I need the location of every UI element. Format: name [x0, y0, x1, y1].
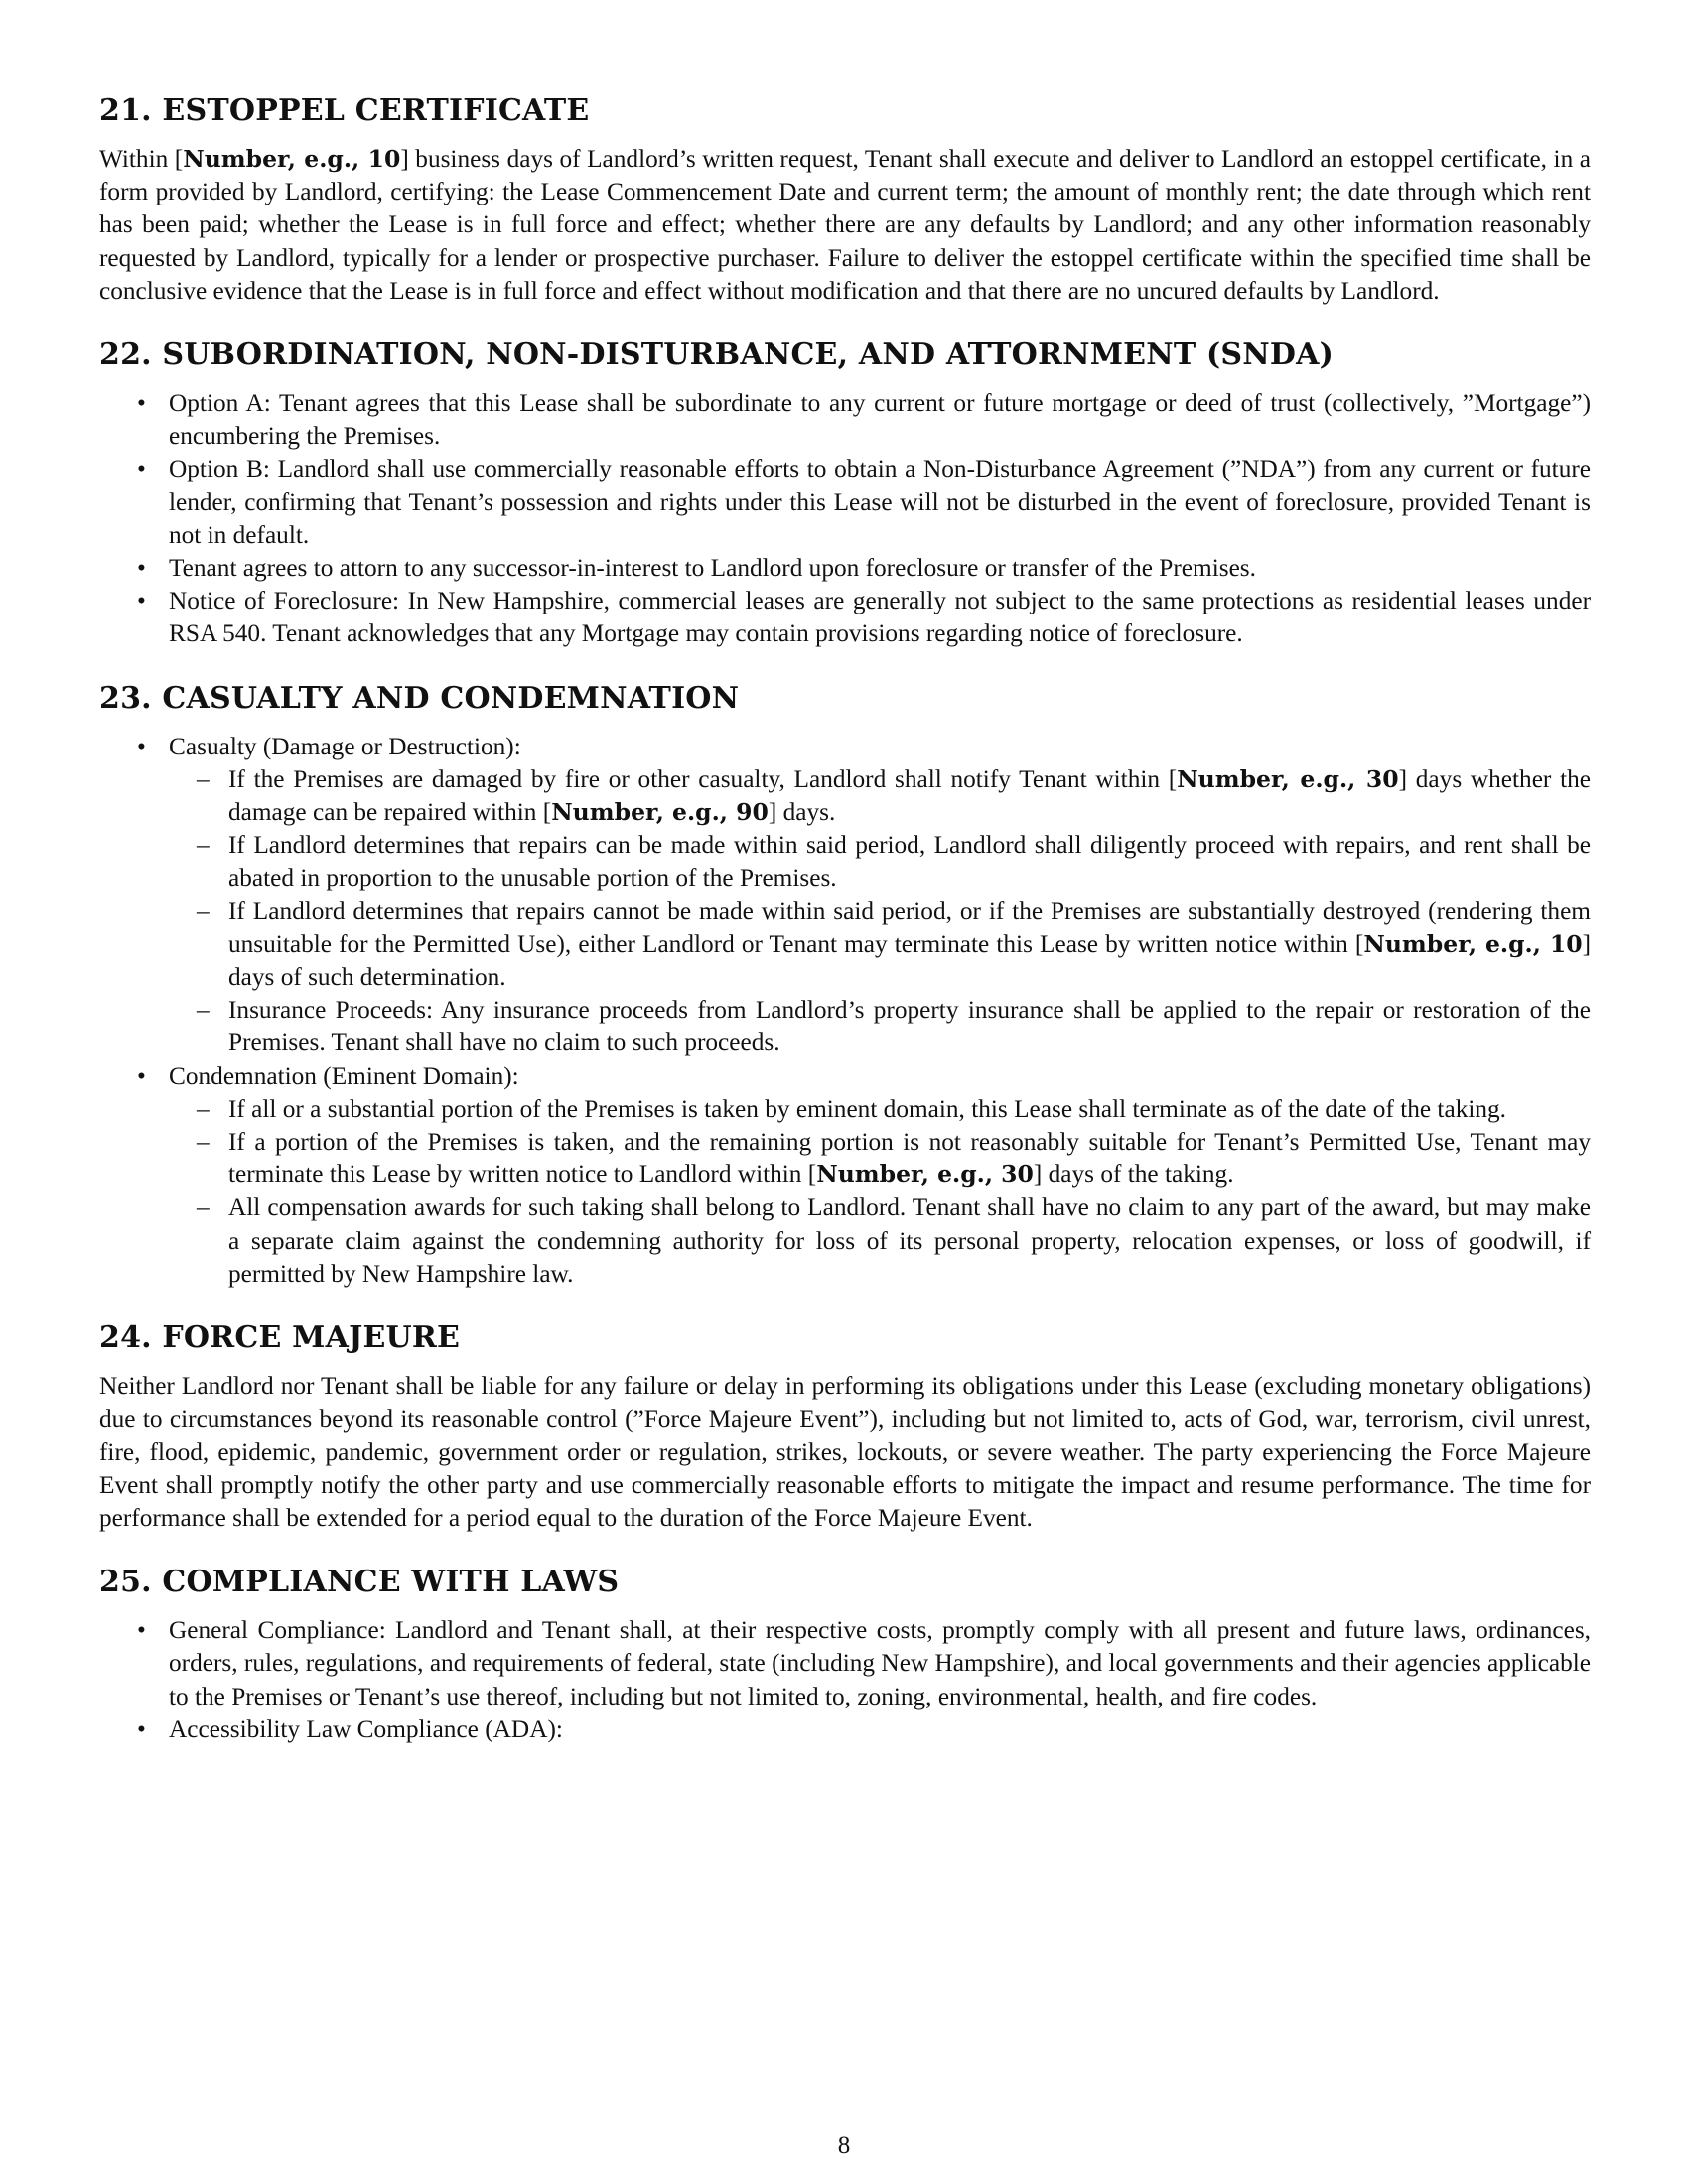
list-item: • Option B: Landlord shall use commercially reasonable efforts to obtain a Non-Disturbance Agreement (”NDA”) from any current or future lender, confirming that Tenant’s possession and rights under this Lease will not be disturbed in the event of foreclosure, provided Tenant is not in default.	[99, 453, 1591, 552]
sub-list-item: – If Landlord determines that repairs cannot be made within said period, or if the Premises are substantially destroyed (rendering them unsuitable for the Permitted Use), either Landlord or Tenant may terminate this Lease by written notice within [Number, e.g., 10] days of such determination.	[169, 895, 1591, 995]
sub-list	[169, 1093, 1591, 1291]
section-heading: 23. CASUALTY AND CONDEMNATION	[99, 680, 740, 716]
section-heading: 25. COMPLIANCE WITH LAWS	[99, 1565, 620, 1600]
section-paragraph: Within [Number, e.g., 10] business days of Landlord’s written request, Tenant shall execute and deliver to Landlord an estoppel certificate, in a form provided by Landlord, certifying: the Lease Commencement Date and current term; the amount of monthly rent; the date through which rent has been paid; whether the Lease is in full force and effect; whether there are any defaults by Landlord; and any other information reasonably requested by Landlord, typically for a lender or prospective purchaser. Failure to deliver the estoppel certificate within the specified time shall be conclusive evidence that the Lease is in full force and effect without modification and that there are no uncured defaults by Landlord.	[99, 145, 1591, 305]
placeholder-bold: Number, e.g., 10	[183, 145, 401, 173]
list-item: • General Compliance: Landlord and Tenant shall, at their respective costs, promptly comply with all present and future laws, ordinances, orders, rules, regulations, and requirements of federal, state (including New Hampshire), and local governments and their agencies applicable to the Premises or Tenant’s use thereof, including but not limited to, zoning, environmental, health, and fire codes.	[99, 1614, 1591, 1713]
list-item: • Accessibility Law Compliance (ADA):	[99, 1713, 1591, 1746]
list-item: • Option A: Tenant agrees that this Lease shall be subordinate to any current or future mortgage or deed of trust (collectively, ”Mortgage”) encumbering the Premises.	[99, 387, 1591, 453]
placeholder-bold: Number, e.g., 90	[551, 798, 769, 827]
bullet-list	[99, 1614, 1591, 1746]
list-item-casualty: • Casualty (Damage or Destruction): – If the Premises are damaged by fire or other casualty, Landlord shall notify Tenant within [Number, e.g., 30] days whether the damage can be repaired within [Number, e.g., 90] days. – If Landlord determines that repairs can be made within said period, Landlord shall diligently proceed with repairs, and rent shall be abated in proportion to the unusable portion of the Premises. – If Landlord determines that repairs cannot be made within said period, or if the Premises are substantially destroyed (rendering them unsuitable for the Permitted Use), either Landlord or Tenant may terminate this Lease by written notice within [Number, e.g., 10] days of such determination. – Insurance Proceeds: Any insurance proceeds from Landlord’s property insurance shall be applied to the repair or restoration of the Premises. Tenant shall have no claim to such proceeds.	[99, 731, 1591, 1060]
section-24	[99, 1318, 1591, 1535]
page-number: 8	[837, 2132, 851, 2159]
section-heading: 22. SUBORDINATION, NON-DISTURBANCE, AND ATTORNMENT (SNDA)	[99, 338, 1334, 373]
section-25	[99, 1563, 1591, 1746]
placeholder-bold: Number, e.g., 30	[1177, 764, 1399, 793]
list-item: • Tenant agrees to attorn to any successor-in-interest to Landlord upon foreclosure or transfer of the Premises.	[99, 552, 1591, 585]
section-heading: 21. ESTOPPEL CERTIFICATE	[99, 93, 590, 128]
section-23	[99, 679, 1591, 1291]
sub-list	[169, 763, 1591, 1060]
section-heading: 24. FORCE MAJEURE	[99, 1320, 461, 1356]
sub-list-item: – If Landlord determines that repairs can be made within said period, Landlord shall diligently proceed with repairs, and rent shall be abated in proportion to the unusable portion of the Premises.	[169, 829, 1591, 894]
sub-list-item: – If the Premises are damaged by fire or other casualty, Landlord shall notify Tenant within [Number, e.g., 30] days whether the damage can be repaired within [Number, e.g., 90] days.	[169, 763, 1591, 829]
list-item: • Notice of Foreclosure: In New Hampshire, commercial leases are generally not subject to the same protections as residential leases under RSA 540. Tenant acknowledges that any Mortgage may contain provisions regarding notice of foreclosure.	[99, 585, 1591, 650]
section-paragraph: Neither Landlord nor Tenant shall be liable for any failure or delay in performing its obligations under this Lease (excluding monetary obligations) due to circumstances beyond its reasonable control (”Force Majeure Event”), including but not limited to, acts of God, war, terrorism, civil unrest, fire, flood, epidemic, pandemic, government order or regulation, strikes, lockouts, or severe weather. The party experiencing the Force Majeure Event shall promptly notify the other party and use commercially reasonable efforts to mitigate the impact and resume performance. The time for performance shall be extended for a period equal to the duration of the Force Majeure Event.	[99, 1372, 1591, 1532]
sub-list-item: – If a portion of the Premises is taken, and the remaining portion is not reasonably suitable for Tenant’s Permitted Use, Tenant may terminate this Lease by written notice to Landlord within [Number, e.g., 30] days of the taking.	[169, 1126, 1591, 1191]
section-21	[99, 91, 1591, 308]
section-22	[99, 336, 1591, 651]
document-page	[99, 91, 1591, 1774]
sub-list-item: – All compensation awards for such taking shall belong to Landlord. Tenant shall have no claim to any part of the award, but may make a separate claim against the condemning authority for loss of its personal property, relocation expenses, or loss of goodwill, if permitted by New Hampshire law.	[169, 1191, 1591, 1291]
list-item-condemnation: • Condemnation (Eminent Domain): – If all or a substantial portion of the Premises is taken by eminent domain, this Lease shall terminate as of the date of the taking. – If a portion of the Premises is taken, and the remaining portion is not reasonably suitable for Tenant’s Permitted Use, Tenant may terminate this Lease by written notice to Landlord within [Number, e.g., 30] days of the taking. – All compensation awards for such taking shall belong to Landlord. Tenant shall have no claim to any part of the award, but may make a separate claim against the condemning authority for loss of its personal property, relocation expenses, or loss of goodwill, if permitted by New Hampshire law.	[99, 1060, 1591, 1291]
sub-list-item: – Insurance Proceeds: Any insurance proceeds from Landlord’s property insurance shall be applied to the repair or restoration of the Premises. Tenant shall have no claim to such proceeds.	[169, 994, 1591, 1059]
sub-list-item: – If all or a substantial portion of the Premises is taken by eminent domain, this Lease shall terminate as of the date of the taking.	[169, 1093, 1591, 1126]
bullet-list	[99, 731, 1591, 1291]
placeholder-bold: Number, e.g., 30	[816, 1160, 1034, 1189]
bullet-list	[99, 387, 1591, 651]
placeholder-bold: Number, e.g., 10	[1363, 929, 1583, 958]
